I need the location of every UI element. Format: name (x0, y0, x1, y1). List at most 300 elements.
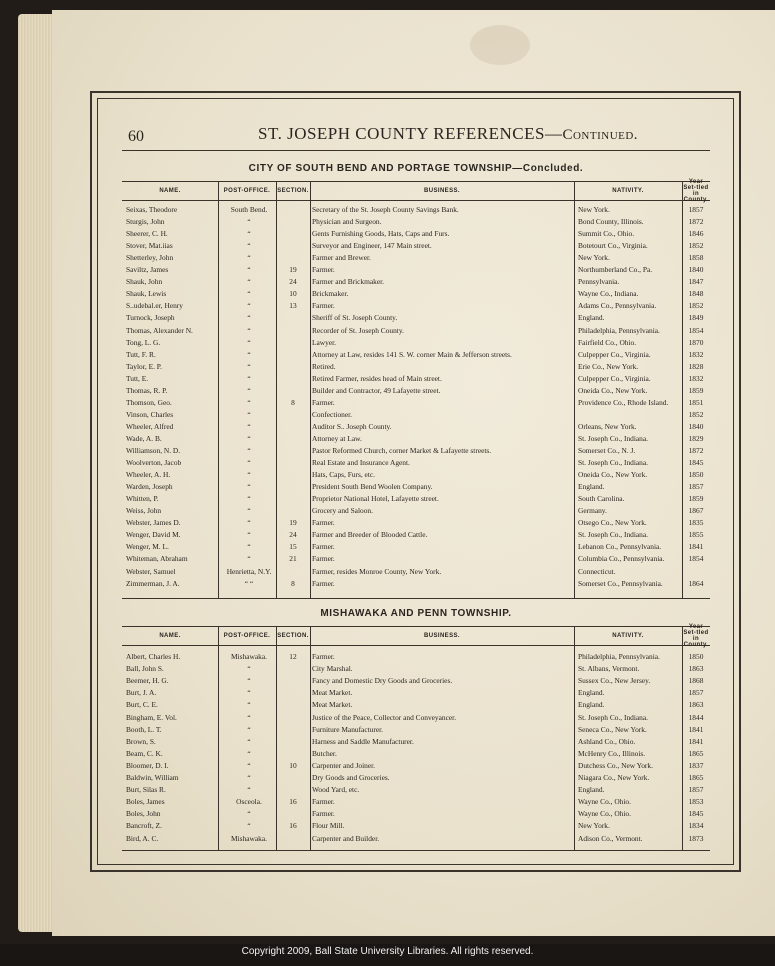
name-cell: Burt, Silas R. (126, 785, 166, 795)
year-cell: 1854 (688, 554, 704, 564)
name-cell: Burt, J. A. (126, 688, 157, 698)
head-rule (122, 150, 710, 151)
header-post-office: POST-OFFICE. (223, 188, 271, 194)
nativity-cell: Sussex Co., New Jersey. (578, 676, 651, 686)
section-cell: 16 (289, 797, 297, 807)
section-cell: 8 (291, 397, 295, 407)
table-row (122, 252, 710, 263)
table-row (122, 397, 710, 408)
business-cell: Retired. (312, 361, 336, 371)
nativity-cell: Connecticut. (578, 566, 616, 576)
year-cell: 1855 (688, 530, 704, 540)
header-nativity: NATIVITY. (612, 188, 644, 194)
year-cell: 1840 (688, 421, 704, 431)
name-cell: Vinson, Charles (126, 409, 174, 419)
year-cell: 1872 (688, 217, 704, 227)
year-cell: 1845 (688, 458, 704, 468)
year-cell: 1863 (688, 700, 704, 710)
business-cell: Carpenter and Joiner. (312, 760, 376, 770)
table-row (122, 373, 710, 384)
post-office-cell: Mishawaka. (231, 652, 267, 661)
post-office-cell: “ (247, 361, 251, 371)
table-row (122, 204, 710, 215)
post-office-cell: “ (247, 337, 251, 347)
name-cell: Taylor, E. P. (126, 361, 162, 371)
year-cell: 1870 (688, 337, 704, 347)
header-nativity: NATIVITY. (612, 633, 644, 639)
business-cell: Retired Farmer, resides head of Main street. (312, 373, 442, 383)
business-cell: Farmer and Brewer. (312, 253, 371, 263)
header-business: BUSINESS. (424, 188, 460, 194)
running-head (258, 124, 638, 144)
name-cell: Bancroft, Z. (126, 821, 162, 831)
business-cell: Meat Market. (312, 700, 353, 710)
business-cell: Justice of the Peace, Collector and Conveyancer. (312, 712, 457, 722)
post-office-cell: “ (247, 277, 251, 287)
column-divider (574, 626, 575, 850)
table-row (122, 675, 710, 686)
table-row (122, 712, 710, 723)
post-office-cell: “ (247, 446, 251, 455)
table-row (122, 276, 710, 287)
year-cell: 1873 (688, 833, 704, 843)
year-cell: 1850 (688, 652, 704, 661)
name-cell: Whitten, P. (126, 494, 159, 504)
section-title: CITY OF SOUTH BEND AND PORTAGE TOWNSHIP—Concluded. (248, 163, 584, 174)
table-row (122, 784, 710, 795)
nativity-cell: Summit Co., Ohio. (578, 229, 635, 239)
year-cell: 1857 (688, 688, 704, 698)
business-cell: Recorder of St. Joseph County. (312, 325, 404, 335)
nativity-cell: New York. (578, 821, 610, 831)
nativity-cell: England. (578, 700, 605, 710)
table-row (122, 216, 710, 227)
section-cell: 19 (289, 265, 297, 275)
post-office-cell: “ (247, 518, 251, 528)
business-cell: Farmer and Breeder of Blooded Cattle. (312, 530, 428, 540)
business-cell: Farmer. (312, 265, 335, 275)
nativity-cell: Columbia Co., Pennsylvania. (578, 554, 665, 564)
nativity-cell: St. Joseph Co., Indiana. (578, 433, 649, 443)
year-cell: 1857 (688, 482, 704, 492)
business-cell: Wood Yard, etc. (312, 785, 360, 795)
post-office-cell: “ (247, 397, 251, 407)
business-cell: Furniture Manufacturer. (312, 724, 384, 734)
table-row (122, 312, 710, 323)
table-row (122, 724, 710, 735)
business-cell: Farmer. (312, 578, 335, 588)
name-cell: Albert, Charles H. (126, 652, 181, 661)
post-office-cell: “ (247, 554, 251, 564)
name-cell: Woolverton, Jacob (126, 458, 182, 468)
year-cell: 1837 (688, 760, 704, 770)
post-office-cell: “ (247, 542, 251, 552)
business-cell: Real Estate and Insurance Agent. (312, 458, 410, 468)
nativity-cell: Wayne Co., Ohio. (578, 809, 631, 819)
table-row (122, 541, 710, 552)
name-cell: Beam, C. K. (126, 748, 163, 758)
name-cell: Wheeler, A. H. (126, 470, 171, 480)
post-office-cell: “ (247, 664, 251, 674)
year-cell: 1867 (688, 506, 704, 516)
post-office-cell: “ (247, 289, 251, 299)
table-row (122, 288, 710, 299)
business-cell: Gents Furnishing Goods, Hats, Caps and Furs. (312, 229, 450, 239)
table-row (122, 505, 710, 516)
year-cell: 1835 (688, 518, 704, 528)
name-cell: Thomas, R. P. (126, 385, 168, 395)
column-divider (218, 181, 219, 598)
year-cell: 1852 (688, 241, 704, 251)
table-row (122, 337, 710, 348)
column-divider (574, 181, 575, 598)
post-office-cell: “ (247, 470, 251, 480)
table-row (122, 578, 710, 589)
business-cell: Butcher. (312, 748, 337, 758)
name-cell: Beemer, H. G. (126, 676, 169, 686)
post-office-cell: “ “ (244, 578, 254, 588)
business-cell: Farmer. (312, 652, 335, 661)
year-cell: 1841 (688, 724, 704, 734)
running-head-continued: Continued. (562, 127, 639, 143)
name-cell: Bloomer, D. I. (126, 760, 169, 770)
nativity-cell: Germany. (578, 506, 607, 516)
year-cell: 1853 (688, 797, 704, 807)
table-header (122, 181, 710, 201)
table-row (122, 361, 710, 372)
name-cell: Shauk, Lewis (126, 289, 167, 299)
nativity-cell: Adison Co., Vermont. (578, 833, 643, 843)
nativity-cell: St. Joseph Co., Indiana. (578, 712, 649, 722)
column-divider (682, 181, 683, 598)
name-cell: Shetterley, John (126, 253, 174, 263)
paper-stain (470, 25, 530, 65)
business-cell: Surveyor and Engineer, 147 Main street. (312, 241, 432, 251)
name-cell: Thomson, Geo. (126, 397, 172, 407)
table-row (122, 760, 710, 771)
nativity-cell: Ashland Co., Ohio. (578, 736, 636, 746)
name-cell: Bird, A. C. (126, 833, 159, 843)
year-cell: 1864 (688, 578, 704, 588)
table-row (122, 833, 710, 844)
table-row (122, 469, 710, 480)
post-office-cell: “ (247, 349, 251, 359)
year-cell: 1832 (688, 373, 704, 383)
year-cell: 1832 (688, 349, 704, 359)
business-cell: Farmer. (312, 809, 335, 819)
business-cell: Farmer. (312, 542, 335, 552)
post-office-cell: “ (247, 809, 251, 819)
nativity-cell: England. (578, 313, 605, 323)
column-divider (682, 626, 683, 850)
nativity-cell: Orleans, New York. (578, 421, 637, 431)
nativity-cell: Dutchess Co., New York. (578, 760, 653, 770)
business-cell: Farmer. (312, 301, 335, 311)
table-row (122, 529, 710, 540)
year-cell: 1829 (688, 433, 704, 443)
year-cell: 1847 (688, 277, 704, 287)
nativity-cell: New York. (578, 205, 610, 214)
business-cell: Brickmaker. (312, 289, 349, 299)
year-cell: 1852 (688, 301, 704, 311)
table-row (122, 553, 710, 564)
nativity-cell: St. Albans, Vermont. (578, 664, 640, 674)
table-row (122, 736, 710, 747)
post-office-cell: “ (247, 217, 251, 227)
nativity-cell: Bond County, Illinois. (578, 217, 644, 227)
table-row (122, 385, 710, 396)
year-cell: 1850 (688, 470, 704, 480)
nativity-cell: Otsego Co., New York. (578, 518, 647, 528)
business-cell: Harness and Saddle Manufacturer. (312, 736, 414, 746)
nativity-cell: South Carolina. (578, 494, 625, 504)
name-cell: Warden, Joseph (126, 482, 173, 492)
post-office-cell: “ (247, 773, 251, 782)
column-divider (310, 626, 311, 850)
table-row (122, 493, 710, 504)
year-cell: 1854 (688, 325, 704, 335)
business-cell: Builder and Contractor, 49 Lafayette street. (312, 385, 441, 395)
nativity-cell: Botetourt Co., Virginia. (578, 241, 648, 251)
copyright-notice: Copyright 2009, Ball State University Libraries. All rights reserved. (241, 946, 534, 957)
section-title: MISHAWAKA AND PENN TOWNSHIP. (320, 608, 512, 619)
nativity-cell: Culpepper Co., Virginia. (578, 373, 651, 383)
post-office-cell: “ (247, 433, 251, 443)
post-office-cell: “ (247, 409, 251, 419)
section-cell: 24 (289, 277, 297, 287)
table-row (122, 748, 710, 759)
business-cell: Flour Mill. (312, 821, 345, 831)
section-cell: 19 (289, 518, 297, 528)
year-cell: 1828 (688, 361, 704, 371)
business-cell: Dry Goods and Groceries. (312, 773, 390, 782)
name-cell: Baldwin, William (126, 773, 179, 782)
header-section: SECTION. (277, 633, 309, 639)
name-cell: Sheerer, C. H. (126, 229, 168, 239)
section-cell: 10 (289, 760, 297, 770)
table-row (122, 651, 710, 662)
post-office-cell: “ (247, 482, 251, 492)
name-cell: Boles, John (126, 809, 161, 819)
nativity-cell: Fairfield Co., Ohio. (578, 337, 637, 347)
name-cell: Weiss, John (126, 506, 162, 516)
header-business: BUSINESS. (424, 633, 460, 639)
business-cell: Farmer, resides Monroe County, New York. (312, 566, 442, 576)
business-cell: Farmer. (312, 397, 335, 407)
year-cell: 1859 (688, 385, 704, 395)
business-cell: Secretary of the St. Joseph County Savings Bank. (312, 205, 459, 214)
post-office-cell: “ (247, 785, 251, 795)
nativity-cell: Philadelphia, Pennsylvania. (578, 652, 660, 661)
nativity-cell: England. (578, 482, 605, 492)
nativity-cell: Adams Co., Pennsylvania. (578, 301, 657, 311)
name-cell: Zimmerman, J. A. (126, 578, 180, 588)
year-cell: 1858 (688, 253, 704, 263)
name-cell: S..udebal.er, Henry (126, 301, 183, 311)
year-cell: 1841 (688, 736, 704, 746)
name-cell: Whiteman, Abraham (126, 554, 188, 564)
nativity-cell: New York. (578, 253, 610, 263)
section-cell: 16 (289, 821, 297, 831)
post-office-cell: “ (247, 313, 251, 323)
business-cell: Confectioner. (312, 409, 353, 419)
post-office-cell: “ (247, 301, 251, 311)
table-row (122, 349, 710, 360)
year-cell: 1841 (688, 542, 704, 552)
year-cell: 1865 (688, 773, 704, 782)
header-year: Year Set-tled in County. (683, 624, 709, 648)
name-cell: Williamson, N. D. (126, 446, 181, 455)
nativity-cell: Pennsylvania. (578, 277, 620, 287)
header-year: Year Set-tled in County. (683, 179, 709, 203)
table-row (122, 421, 710, 432)
column-divider (310, 181, 311, 598)
name-cell: Tutt, F. R. (126, 349, 156, 359)
business-cell: President South Bend Woolen Company. (312, 482, 433, 492)
name-cell: Saviltz, James (126, 265, 169, 275)
section-cell: 15 (289, 542, 297, 552)
year-cell: 1868 (688, 676, 704, 686)
business-cell: Carpenter and Builder. (312, 833, 380, 843)
table-row (122, 300, 710, 311)
year-cell: 1852 (688, 409, 704, 419)
table-row (122, 228, 710, 239)
post-office-cell: “ (247, 241, 251, 251)
year-cell: 1848 (688, 289, 704, 299)
post-office-cell: “ (247, 748, 251, 758)
year-cell: 1859 (688, 494, 704, 504)
nativity-cell: Providence Co., Rhode Island. (578, 397, 669, 407)
table-row (122, 445, 710, 456)
table-row (122, 796, 710, 807)
table-row (122, 240, 710, 251)
nativity-cell: Culpepper Co., Virginia. (578, 349, 651, 359)
business-cell: Attorney at Law, resides 141 S. W. corner Main & Jefferson streets. (312, 349, 512, 359)
post-office-cell: “ (247, 494, 251, 504)
post-office-cell: Osceola. (236, 797, 262, 807)
column-divider (276, 181, 277, 598)
name-cell: Sturgis, John (126, 217, 165, 227)
business-cell: City Marshal. (312, 664, 353, 674)
name-cell: Booth, L. T. (126, 724, 162, 734)
nativity-cell: Somerset Co., N. J. (578, 446, 636, 455)
year-cell: 1840 (688, 265, 704, 275)
post-office-cell: “ (247, 676, 251, 686)
post-office-cell: “ (247, 265, 251, 275)
table-row (122, 820, 710, 831)
year-cell: 1845 (688, 809, 704, 819)
table-row (122, 663, 710, 674)
year-cell: 1863 (688, 664, 704, 674)
business-cell: Fancy and Domestic Dry Goods and Groceries. (312, 676, 453, 686)
post-office-cell: “ (247, 421, 251, 431)
post-office-cell: “ (247, 688, 251, 698)
business-cell: Farmer. (312, 518, 335, 528)
year-cell: 1846 (688, 229, 704, 239)
column-divider (276, 626, 277, 850)
post-office-cell: “ (247, 530, 251, 540)
table-row (122, 481, 710, 492)
nativity-cell: Somerset Co., Pennsylvania. (578, 578, 663, 588)
nativity-cell: McHenry Co., Illinois. (578, 748, 646, 758)
post-office-cell: “ (247, 736, 251, 746)
nativity-cell: St. Joseph Co., Indiana. (578, 458, 649, 468)
section-cell: 24 (289, 530, 297, 540)
table-row (122, 325, 710, 336)
table-bottom-rule (122, 850, 710, 851)
table-row (122, 566, 710, 577)
section-cell: 8 (291, 578, 295, 588)
post-office-cell: “ (247, 385, 251, 395)
name-cell: Wenger, M. L. (126, 542, 169, 552)
post-office-cell: Mishawaka. (231, 833, 267, 843)
nativity-cell: Wayne Co., Indiana. (578, 289, 639, 299)
name-cell: Wade, A. B. (126, 433, 162, 443)
table-row (122, 699, 710, 710)
year-cell: 1849 (688, 313, 704, 323)
business-cell: Attorney at Law. (312, 433, 362, 443)
name-cell: Webster, James D. (126, 518, 181, 528)
table-row (122, 433, 710, 444)
table-row (122, 808, 710, 819)
column-divider (218, 626, 219, 850)
year-cell: 1872 (688, 446, 704, 455)
name-cell: Tutt, E. (126, 373, 149, 383)
nativity-cell: Philadelphia, Pennsylvania. (578, 325, 660, 335)
name-cell: Thomas, Alexander N. (126, 325, 193, 335)
table-row (122, 687, 710, 698)
name-cell: Seixas, Theodore (126, 205, 178, 214)
table-row (122, 457, 710, 468)
table-row (122, 409, 710, 420)
post-office-cell: “ (247, 724, 251, 734)
post-office-cell: “ (247, 821, 251, 831)
running-head-title: ST. JOSEPH COUNTY REFERENCES— (258, 124, 563, 143)
year-cell: 1857 (688, 205, 704, 214)
business-cell: Farmer. (312, 797, 335, 807)
section-cell: 10 (289, 289, 297, 299)
year-cell: 1844 (688, 712, 704, 722)
name-cell: Shauk, John (126, 277, 163, 287)
post-office-cell: Henrietta, N.Y. (226, 566, 272, 576)
post-office-cell: “ (247, 229, 251, 239)
section-cell: 12 (289, 652, 297, 661)
name-cell: Stover, Mat.iias (126, 241, 173, 251)
table-header (122, 626, 710, 646)
table-row (122, 264, 710, 275)
header-section: SECTION. (277, 188, 309, 194)
business-cell: Hats, Caps, Furs, etc. (312, 470, 376, 480)
business-cell: Sheriff of St. Joseph County. (312, 313, 398, 323)
name-cell: Burt, C. E. (126, 700, 158, 710)
name-cell: Turnock, Joseph (126, 313, 175, 323)
name-cell: Bingham, E. Vol. (126, 712, 177, 722)
post-office-cell: South Bend. (230, 205, 268, 214)
name-cell: Webster, Samuel (126, 566, 176, 576)
business-cell: Auditor S.. Joseph County. (312, 421, 392, 431)
table-row (122, 517, 710, 528)
year-cell: 1834 (688, 821, 704, 831)
table-row (122, 772, 710, 783)
post-office-cell: “ (247, 712, 251, 722)
page-number: 60 (128, 128, 144, 145)
post-office-cell: “ (247, 373, 251, 383)
business-cell: Farmer. (312, 554, 335, 564)
business-cell: Farmer and Brickmaker. (312, 277, 385, 287)
name-cell: Brown, S. (126, 736, 156, 746)
nativity-cell: England. (578, 785, 605, 795)
header-name: NAME. (159, 188, 181, 194)
